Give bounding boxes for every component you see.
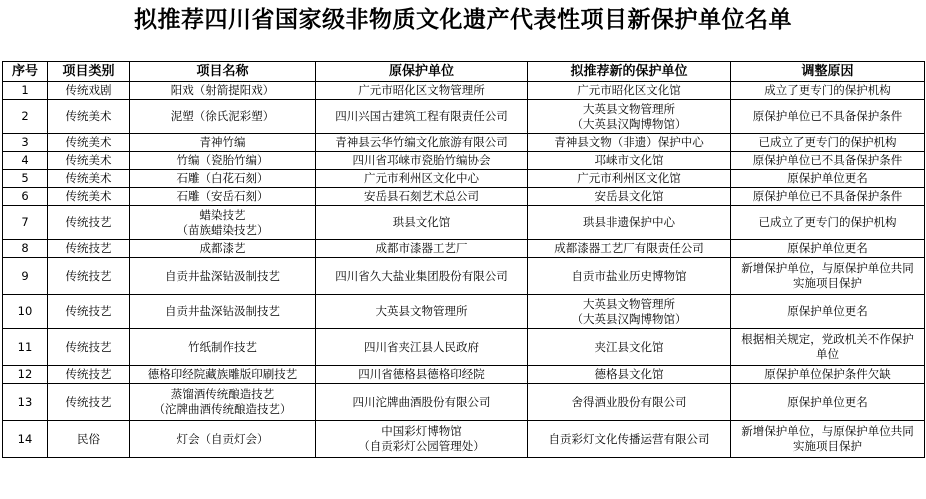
- cell-project-name: [130, 384, 316, 421]
- cell-project-name-line: 竹纸制作技艺: [188, 339, 257, 354]
- cell-project-name-line: 石雕（白花石刻）: [176, 171, 269, 185]
- cell-new-unit-line: 成都漆器工艺厂有限责任公司: [554, 241, 704, 255]
- cell-no: 4: [3, 152, 48, 170]
- cell-project-name-line: 成都漆艺: [199, 241, 246, 255]
- cell-reason: [731, 134, 925, 152]
- cell-reason-line: 原保护单位更名: [787, 394, 868, 409]
- cell-reason-line: 新增保护单位，与原保护单位共同: [741, 424, 914, 438]
- cell-project-name-line: 石雕（安岳石刻）: [176, 189, 269, 203]
- cell-project-name: [130, 170, 316, 188]
- cell-category: 传统技艺: [48, 295, 130, 329]
- cell-project-name-line: 蜡染技艺: [199, 207, 246, 222]
- cell-new-unit-line: 大英县文物管理所: [583, 296, 675, 311]
- cell-project-name: [130, 82, 316, 100]
- cell-original-unit: [316, 329, 528, 366]
- cell-no: 7: [3, 206, 48, 240]
- cell-project-name: [130, 329, 316, 366]
- cell-original-unit-line: 安岳县石刻艺术总公司: [364, 189, 479, 203]
- cell-project-name-line: 灯会（自贡灯会）: [176, 431, 269, 446]
- cell-new-unit: [528, 170, 731, 188]
- cell-reason: [731, 82, 925, 100]
- cell-no: 5: [3, 170, 48, 188]
- cell-no: 12: [3, 366, 48, 384]
- cell-no: 1: [3, 82, 48, 100]
- cell-original-unit-line: 广元市昭化区文物管理所: [358, 83, 485, 97]
- cell-original-unit-line: 四川兴国古建筑工程有限责任公司: [335, 109, 508, 123]
- cell-no: 8: [3, 240, 48, 258]
- table-row: [3, 206, 925, 240]
- cell-original-unit-line: 广元市利州区文化中心: [364, 171, 479, 185]
- table-row: [3, 258, 925, 295]
- cell-category: 传统美术: [48, 188, 130, 206]
- cell-category: 传统技艺: [48, 329, 130, 366]
- cell-reason-line: 成立了更专门的保护机构: [764, 83, 891, 97]
- cell-project-name: [130, 421, 316, 458]
- cell-reason-line: 已成立了更专门的保护机构: [758, 215, 897, 229]
- cell-reason-line: 已成立了更专门的保护机构: [758, 135, 897, 149]
- cell-category: 传统戏剧: [48, 82, 130, 100]
- cell-original-unit: [316, 366, 528, 384]
- table-row: [3, 188, 925, 206]
- cell-new-unit-line: 广元市利州区文化馆: [577, 171, 681, 185]
- cell-category: 传统技艺: [48, 258, 130, 295]
- table-row: [3, 170, 925, 188]
- table-row: [3, 152, 925, 170]
- cell-new-unit-line: 珙县非遗保护中心: [583, 215, 675, 229]
- cell-original-unit: [316, 188, 528, 206]
- cell-reason-line: 原保护单位更名: [787, 241, 868, 255]
- cell-original-unit: [316, 100, 528, 134]
- cell-new-unit: [528, 366, 731, 384]
- cell-new-unit-line: 大英县文物管理所: [583, 101, 675, 116]
- col-header-name: 项目名称: [130, 62, 316, 82]
- cell-original-unit-line: 四川省邛崃市瓷胎竹编协会: [352, 153, 491, 167]
- cell-project-name: [130, 134, 316, 152]
- cell-reason: [731, 188, 925, 206]
- cell-project-name-line: 泥塑（徐氏泥彩塑）: [170, 109, 275, 123]
- cell-project-name: [130, 295, 316, 329]
- cell-reason-line: 原保护单位已不具备保护条件: [752, 109, 903, 123]
- cell-project-name: [130, 100, 316, 134]
- cell-reason: [731, 170, 925, 188]
- cell-no: 11: [3, 329, 48, 366]
- cell-new-unit: [528, 82, 731, 100]
- cell-reason-line: 原保护单位更名: [787, 304, 868, 318]
- table-row: [3, 329, 925, 366]
- cell-new-unit-line: 青神县文物（非遗）保护中心: [554, 135, 704, 149]
- cell-original-unit: [316, 134, 528, 152]
- cell-reason: [731, 152, 925, 170]
- cell-original-unit-line: 四川沱牌曲酒股份有限公司: [352, 394, 491, 409]
- table-row: [3, 100, 925, 134]
- cell-reason: [731, 206, 925, 240]
- cell-new-unit: [528, 384, 731, 421]
- cell-project-name-line: 竹编（瓷胎竹编）: [176, 153, 269, 167]
- table-row: [3, 82, 925, 100]
- cell-reason: [731, 100, 925, 134]
- cell-reason: [731, 258, 925, 295]
- cell-no: 3: [3, 134, 48, 152]
- cell-original-unit: [316, 240, 528, 258]
- cell-category: 传统技艺: [48, 240, 130, 258]
- cell-original-unit-line: 中国彩灯博物馆: [381, 424, 462, 438]
- cell-new-unit-line: 舍得酒业股份有限公司: [571, 394, 687, 409]
- cell-new-unit: [528, 240, 731, 258]
- cell-category: 传统美术: [48, 152, 130, 170]
- cell-project-name-line: 蒸馏酒传统酿造技艺: [170, 387, 275, 401]
- cell-category: 民俗: [48, 421, 130, 458]
- cell-new-unit-line: （大英县汉陶博物馆）: [571, 311, 687, 326]
- cell-project-name: [130, 258, 316, 295]
- cell-project-name-line: 青神竹编: [199, 135, 246, 149]
- cell-no: 9: [3, 258, 48, 295]
- cell-reason: [731, 329, 925, 366]
- col-header-original-unit: 原保护单位: [316, 62, 528, 82]
- cell-original-unit: [316, 384, 528, 421]
- cell-original-unit: [316, 170, 528, 188]
- cell-project-name-line: （沱牌曲酒传统酿造技艺）: [153, 402, 292, 416]
- cell-reason: [731, 421, 925, 458]
- cell-reason: [731, 295, 925, 329]
- cell-category: 传统技艺: [48, 366, 130, 384]
- table-row: [3, 366, 925, 384]
- cell-category: 传统技艺: [48, 384, 130, 421]
- cell-new-unit: [528, 329, 731, 366]
- cell-original-unit-line: 四川省德格县德格印经院: [358, 367, 485, 381]
- cell-original-unit-line: 四川省久大盐业集团股份有限公司: [335, 268, 508, 283]
- cell-original-unit-line: 青神县云华竹编文化旅游有限公司: [335, 135, 508, 149]
- table-row: [3, 384, 925, 421]
- cell-category: 传统美术: [48, 100, 130, 134]
- cell-reason-line: 根据相关规定，党政机关不作保护: [741, 332, 914, 346]
- cell-new-unit-line: 安岳县文化馆: [594, 189, 664, 203]
- cell-new-unit: [528, 152, 731, 170]
- cell-category: 传统美术: [48, 170, 130, 188]
- cell-original-unit-line: 大英县文物管理所: [375, 304, 468, 318]
- cell-new-unit: [528, 100, 731, 134]
- cell-reason-line: 实施项目保护: [793, 439, 862, 453]
- cell-original-unit: [316, 258, 528, 295]
- cell-project-name-line: （苗族蜡染技艺）: [176, 222, 269, 237]
- cell-reason-line: 原保护单位保护条件欠缺: [764, 367, 891, 381]
- col-header-no: 序号: [3, 62, 48, 82]
- col-header-reason: 调整原因: [731, 62, 925, 82]
- cell-new-unit-line: （大英县汉陶博物馆）: [571, 116, 687, 131]
- cell-no: 10: [3, 295, 48, 329]
- cell-category: 传统技艺: [48, 206, 130, 240]
- page-title: 拟推荐四川省国家级非物质文化遗产代表性项目新保护单位名单: [134, 7, 792, 33]
- cell-reason-line: 原保护单位已不具备保护条件: [752, 189, 903, 203]
- cell-project-name: [130, 152, 316, 170]
- cell-reason: [731, 240, 925, 258]
- table-row: [3, 134, 925, 152]
- cell-new-unit: [528, 134, 731, 152]
- cell-new-unit: [528, 258, 731, 295]
- cell-new-unit: [528, 295, 731, 329]
- col-header-new-unit: 拟推荐新的保护单位: [528, 62, 731, 82]
- cell-new-unit-line: 广元市昭化区文化馆: [577, 83, 681, 97]
- cell-reason-line: 原保护单位已不具备保护条件: [752, 153, 903, 167]
- cell-no: 14: [3, 421, 48, 458]
- cell-project-name: [130, 366, 316, 384]
- cell-reason-line: 原保护单位更名: [787, 171, 868, 185]
- col-header-category: 项目类别: [48, 62, 130, 82]
- cell-original-unit: [316, 152, 528, 170]
- cell-reason-line: 单位: [816, 347, 839, 361]
- cell-new-unit: [528, 188, 731, 206]
- cell-original-unit-line: 珙县文化馆: [392, 215, 451, 229]
- cell-original-unit: [316, 82, 528, 100]
- cell-original-unit: [316, 295, 528, 329]
- units-table: [2, 61, 925, 458]
- cell-reason: [731, 384, 925, 421]
- table-row: [3, 421, 925, 458]
- cell-new-unit-line: 邛崃市文化馆: [594, 153, 664, 167]
- cell-project-name-line: 自贡井盐深钻汲制技艺: [165, 268, 280, 283]
- cell-original-unit-line: 成都市漆器工艺厂: [375, 241, 468, 255]
- cell-project-name-line: 自贡井盐深钻汲制技艺: [165, 304, 280, 318]
- cell-new-unit-line: 自贡彩灯文化传播运营有限公司: [548, 431, 710, 446]
- cell-new-unit-line: 德格县文化馆: [594, 367, 664, 381]
- cell-project-name-line: 德格印经院藏族雕版印刷技艺: [147, 367, 298, 381]
- cell-project-name: [130, 206, 316, 240]
- cell-no: 2: [3, 100, 48, 134]
- cell-reason-line: 新增保护单位，与原保护单位共同: [741, 261, 914, 275]
- cell-original-unit-line: （自贡彩灯公园管理处）: [358, 439, 485, 453]
- table-row: [3, 240, 925, 258]
- cell-category: 传统美术: [48, 134, 130, 152]
- table-header-row: [3, 62, 925, 82]
- cell-project-name: [130, 240, 316, 258]
- cell-original-unit: [316, 421, 528, 458]
- cell-reason: [731, 366, 925, 384]
- cell-new-unit-line: 自贡市盐业历史博物馆: [571, 268, 687, 283]
- cell-original-unit-line: 四川省夹江县人民政府: [364, 339, 479, 354]
- cell-no: 6: [3, 188, 48, 206]
- cell-new-unit-line: 夹江县文化馆: [594, 339, 664, 354]
- cell-no: 13: [3, 384, 48, 421]
- cell-reason-line: 实施项目保护: [793, 276, 862, 290]
- cell-new-unit: [528, 206, 731, 240]
- cell-new-unit: [528, 421, 731, 458]
- table-row: [3, 295, 925, 329]
- cell-project-name-line: 阳戏（射箭提阳戏）: [170, 83, 275, 97]
- cell-project-name: [130, 188, 316, 206]
- cell-original-unit: [316, 206, 528, 240]
